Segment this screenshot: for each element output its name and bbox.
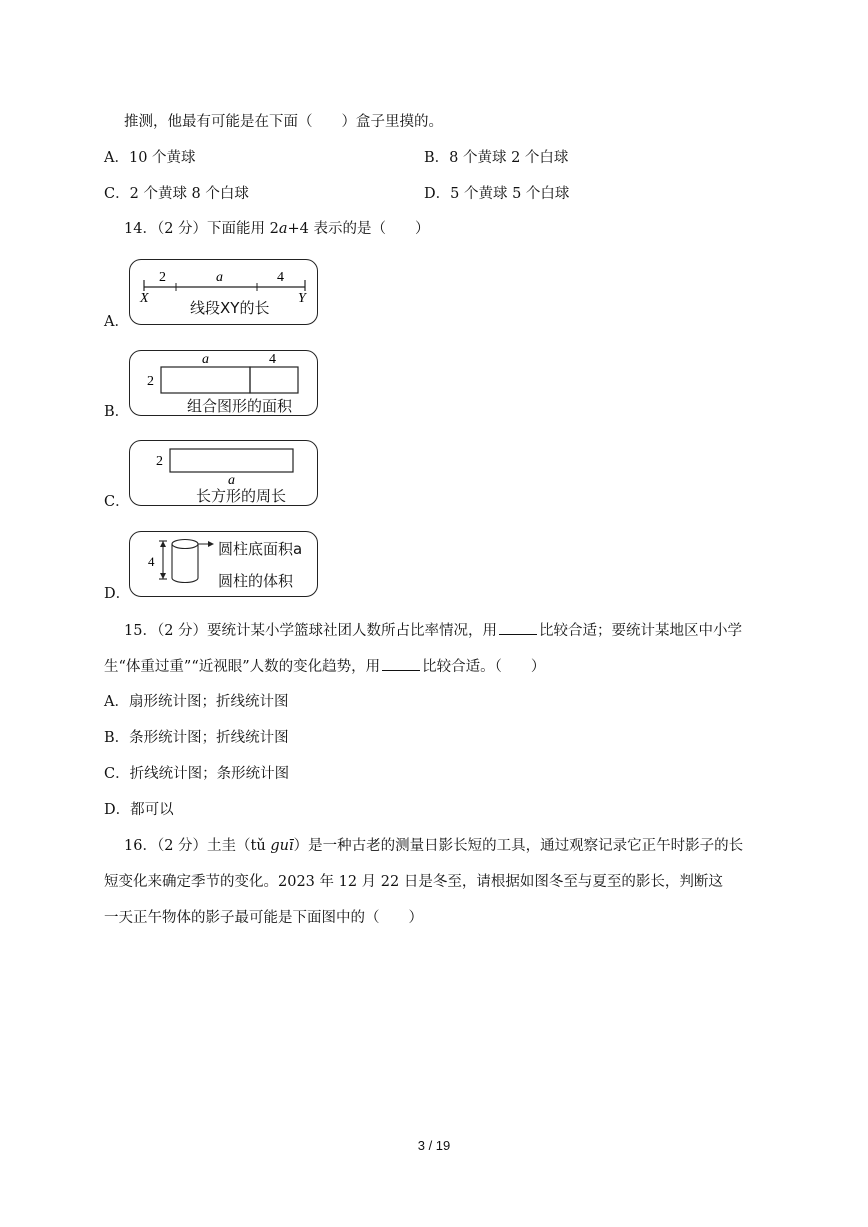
- option-text: 扇形统计图；折线统计图: [128, 694, 289, 710]
- arrow-down: [160, 573, 166, 579]
- caption: 长方形的周长: [196, 487, 287, 505]
- option-text: 2 个黄球 8 个白球: [129, 186, 249, 202]
- q14-stem-post: +4 表示的是（ ）: [287, 221, 430, 237]
- label-4: 4: [277, 270, 284, 285]
- caption: 线段XY的长: [190, 299, 270, 317]
- q16-stem-line2: 短变化来确定季节的变化。2023 年 12 月 22 日是冬至，请根据如图冬至与夏至的影长，判断这: [104, 874, 723, 890]
- option-letter: D．: [424, 186, 451, 202]
- cylinder-bottom: [172, 578, 198, 583]
- q14-option-c-letter[interactable]: C．: [104, 494, 130, 510]
- q14-stem-var: a: [278, 221, 288, 237]
- q16-line1-pre: 16．（2 分）土圭（tǔ: [124, 838, 271, 854]
- label-a: a: [216, 270, 223, 285]
- q15-part3: 生“体重过重”“近视眼”人数的变化趋势，用: [104, 659, 381, 675]
- q15-part2: 比较合适；要统计某地区中小学: [539, 623, 743, 639]
- q14-option-c-figure[interactable]: [129, 440, 318, 506]
- option-text: 折线统计图；条形统计图: [129, 766, 290, 782]
- q14-option-a-letter[interactable]: A．: [104, 314, 129, 330]
- label-4: 4: [148, 554, 155, 569]
- q13-option-a[interactable]: [104, 148, 196, 168]
- q16-stem-line1: [124, 836, 743, 856]
- label-4: 4: [269, 352, 276, 367]
- label-a: a: [228, 473, 235, 488]
- page-number: 3 / 19: [417, 1138, 451, 1153]
- label-2: 2: [156, 454, 163, 469]
- q15-stem-line1: [124, 620, 742, 641]
- q15-option-c[interactable]: [104, 764, 289, 784]
- cylinder-top: [172, 540, 198, 549]
- option-letter: A．: [104, 694, 129, 710]
- q16-stem-line3: 一天正午物体的影子最可能是下面图中的（ ）: [104, 910, 423, 926]
- option-letter: C．: [104, 766, 130, 782]
- q14-stem-pre: 14．（2 分）下面能用 2: [124, 221, 279, 237]
- q14-option-d-letter[interactable]: D．: [104, 586, 131, 602]
- q16-line1-italic: guī: [270, 838, 294, 854]
- q16-line1-post: ）是一种古老的测量日影长短的工具，通过观察记录它正午时影子的长: [293, 838, 744, 854]
- q13-option-b[interactable]: [424, 148, 568, 168]
- answer-blank-1[interactable]: [499, 620, 537, 635]
- q13-stem-tail: 推测，他最有可能是在下面（ ）盒子里摸的。: [124, 114, 443, 130]
- q15-option-d[interactable]: [104, 800, 174, 820]
- option-text: 8 个黄球 2 个白球: [449, 150, 569, 166]
- q14-stem: [124, 219, 430, 239]
- q15-stem-line2: [104, 656, 545, 677]
- label-y: Y: [298, 291, 306, 306]
- caption: 组合图形的面积: [187, 397, 293, 415]
- q15-option-a[interactable]: [104, 692, 288, 712]
- arrow-up: [160, 541, 166, 547]
- q14-option-d-figure[interactable]: [129, 531, 318, 597]
- label-a: a: [202, 352, 209, 367]
- option-text: 5 个黄球 5 个白球: [450, 186, 570, 202]
- answer-blank-2[interactable]: [382, 656, 420, 671]
- option-letter: B．: [424, 150, 450, 166]
- q15-part1: 15．（2 分）要统计某小学篮球社团人数所占比率情况，用: [124, 623, 498, 639]
- option-text: 10 个黄球: [128, 150, 196, 166]
- q15-part4: 比较合适。（ ）: [422, 659, 546, 675]
- option-text: 都可以: [130, 802, 174, 818]
- q14-option-b-figure[interactable]: [129, 350, 318, 416]
- q13-option-c[interactable]: [104, 184, 249, 204]
- option-letter: C．: [104, 186, 130, 202]
- option-text: 条形统计图；折线统计图: [129, 730, 289, 746]
- caption-2: 圆柱的体积: [218, 572, 294, 590]
- rect: [170, 449, 293, 472]
- rect-a: [161, 367, 250, 393]
- q13-option-d[interactable]: [424, 184, 569, 204]
- label-x: X: [140, 291, 149, 306]
- option-letter: B．: [104, 730, 130, 746]
- option-letter: D．: [104, 802, 131, 818]
- q14-option-b-letter[interactable]: B．: [104, 404, 130, 420]
- label-2: 2: [147, 374, 154, 389]
- q15-option-b[interactable]: [104, 728, 289, 748]
- caption-1: 圆柱底面积a: [218, 540, 303, 558]
- pointer-arrow: [208, 541, 214, 547]
- rect-4: [250, 367, 298, 393]
- label-2: 2: [159, 270, 166, 285]
- q14-option-a-figure[interactable]: [129, 259, 318, 325]
- option-letter: A．: [104, 150, 129, 166]
